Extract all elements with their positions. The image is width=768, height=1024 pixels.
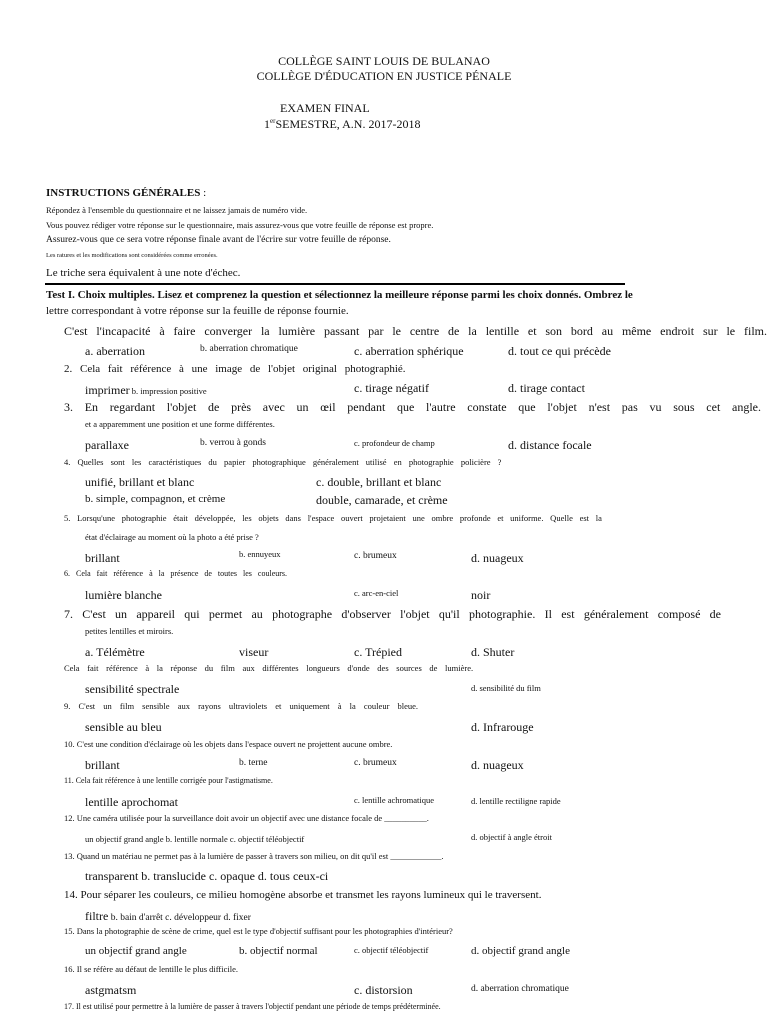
q7-option-c: c. Trépied — [354, 645, 402, 659]
q2-options-ab — [85, 382, 207, 398]
instruction-line-2: Vous pouvez rédiger votre réponse sur le questionnaire, mais assurez-vous que votre feuille de réponse est propre. — [46, 220, 434, 230]
question-16: 16. Il se réfère au défaut de lentille le plus difficile. — [64, 964, 239, 974]
test-heading: Test I. Choix multiples. Lisez et comprenez la question et sélectionnez la meilleure réponse parmi les choix donnés. Ombrez le — [46, 289, 633, 301]
q5-option-a: brillant — [85, 551, 120, 565]
question-11: 11. Cela fait référence à une lentille corrigée pour l'astigmatisme. — [64, 776, 273, 785]
question-9: 9. C'est un film sensible aux rayons ultraviolets et uniquement à la couleur bleue. — [64, 701, 419, 711]
question-13: 13. Quand un matériau ne permet pas à la lumière de passer à travers son milieu, on dit qu'il est ____________. — [64, 851, 444, 861]
q4-option-a: unifié, brillant et blanc — [85, 475, 195, 489]
q9-option-a: sensible au bleu — [85, 720, 162, 734]
q3-option-b: b. verrou à gonds — [200, 438, 266, 448]
question-14: 14. Pour séparer les couleurs, ce milieu homogène absorbe et transmet les rayons lumineux qui le traversent. — [64, 889, 542, 901]
q6-option-a: lumière blanche — [85, 588, 162, 602]
q15-option-d: d. objectif grand angle — [471, 945, 570, 957]
semester-line — [264, 118, 420, 130]
college-name: COLLÈGE D'ÉDUCATION EN JUSTICE PÉNALE — [256, 69, 512, 83]
q4-option-c: c. double, brillant et blanc — [316, 475, 442, 489]
semester-number: 1 — [264, 117, 270, 131]
semester-text: SEMESTRE, A.N. 2017-2018 — [275, 117, 421, 131]
q5-option-d: d. nuageux — [471, 551, 524, 565]
question-8: Cela fait référence à la réponse du film aux différentes longueurs d'onde des sources de lumière. — [64, 663, 474, 673]
q4-option-d: double, camarade, et crème — [316, 493, 448, 507]
q12-options-abc: un objectif grand angle b. lentille normale c. objectif téléobjectif — [85, 834, 305, 844]
question-1: C'est l'incapacité à faire converger la lumière passant par le centre de la lentille et son bord au même endroit sur le film. — [64, 324, 767, 338]
q6-option-d: noir — [471, 588, 491, 602]
question-2: 2. Cela fait référence à une image de l'objet original photographié. — [64, 363, 406, 375]
instruction-line-5: Le triche sera équivalent à une note d'échec. — [46, 267, 241, 279]
question-15: 15. Dans la photographie de scène de crime, quel est le type d'objectif suffisant pour les photographies d'intérieur? — [64, 926, 453, 936]
q10-option-c: c. brumeux — [354, 758, 397, 768]
test-heading-continued: lettre correspondant à votre réponse sur la feuille de réponse fournie. — [46, 305, 349, 317]
question-3-continued: et a apparemment une position et une forme différentes. — [85, 419, 275, 429]
q1-option-a: a. aberration — [85, 344, 145, 358]
question-5: 5. Lorsqu'une photographie était développée, les objets dans l'espace ouvert projetaient une ombre profonde et uniforme. Quelle est la — [64, 513, 602, 523]
q2-option-b: b. impression positive — [129, 386, 207, 396]
q16-option-c: c. distorsion — [354, 983, 413, 997]
q10-option-a: brillant — [85, 758, 120, 772]
q14-option-a: filtre — [85, 909, 109, 923]
school-name: COLLÈGE SAINT LOUIS DE BULANAO — [278, 54, 490, 68]
q16-option-a: astgmatsm — [85, 983, 137, 997]
q16-option-d: d. aberration chromatique — [471, 984, 569, 994]
question-7-continued: petites lentilles et miroirs. — [85, 626, 174, 636]
q10-option-b: b. terne — [239, 758, 268, 768]
question-3: 3. En regardant l'objet de près avec un œil pendant que l'autre constate que l'objet n'est pas vu sous cet angle. — [64, 400, 761, 414]
exam-title: EXAMEN FINAL — [280, 101, 370, 115]
q9-option-d: d. Infrarouge — [471, 720, 534, 734]
q3-option-a: parallaxe — [85, 438, 129, 452]
semester-superscript: er — [270, 117, 276, 125]
q6-option-c: c. arc-en-ciel — [354, 588, 399, 598]
q7-option-b: viseur — [239, 645, 269, 659]
question-6: 6. Cela fait référence à la présence de toutes les couleurs. — [64, 569, 288, 578]
question-17: 17. Il est utilisé pour permettre à la lumière de passer à travers l'objectif pendant une période de temps prédéterminée. — [64, 1002, 441, 1011]
q1-option-c: c. aberration sphérique — [354, 344, 464, 358]
instructions-heading — [46, 188, 206, 199]
q15-option-b: b. objectif normal — [239, 945, 318, 957]
q8-option-d: d. sensibilité du film — [471, 683, 541, 693]
q5-option-c: c. brumeux — [354, 551, 397, 561]
q4-option-b: b. simple, compagnon, et crème — [85, 493, 226, 505]
q1-option-d: d. tout ce qui précède — [508, 344, 611, 358]
q15-option-a: un objectif grand angle — [85, 945, 187, 957]
q14-options-bcd: b. bain d'arrêt c. développeur d. fixer — [108, 913, 251, 923]
question-7: 7. C'est un appareil qui permet au photographe d'observer l'objet qu'il photographie. Il est généralement composé de — [64, 607, 721, 621]
question-10: 10. C'est une condition d'éclairage où les objets dans l'espace ouvert ne projettent aucune ombre. — [64, 739, 393, 749]
q7-option-d: d. Shuter — [471, 645, 515, 659]
q14-options — [85, 908, 251, 924]
q11-option-a: lentille aprochomat — [85, 795, 178, 809]
q12-option-d: d. objectif à angle étroit — [471, 832, 552, 842]
question-4: 4. Quelles sont les caractéristiques du papier photographique généralement utilisé en photographie policière ? — [64, 457, 502, 467]
q15-option-c: c. objectif téléobjectif — [354, 945, 429, 955]
instructions-heading-colon: : — [200, 187, 207, 199]
instruction-line-1: Répondez à l'ensemble du questionnaire et ne laissez jamais de numéro vide. — [46, 205, 308, 215]
q10-option-d: d. nuageux — [471, 758, 524, 772]
question-5-continued: état d'éclairage au moment où la photo a été prise ? — [85, 532, 259, 542]
q7-option-a: a. Télémètre — [85, 645, 145, 659]
instructions-heading-text: INSTRUCTIONS GÉNÉRALES — [46, 187, 201, 199]
q5-option-b: b. ennuyeux — [239, 549, 281, 559]
q2-option-a: imprimer — [85, 383, 130, 397]
q3-option-c: c. profondeur de champ — [354, 438, 435, 448]
instruction-line-3: Assurez-vous que ce sera votre réponse finale avant de l'écrire sur votre feuille de réponse. — [46, 235, 391, 245]
question-12: 12. Une caméra utilisée pour la surveillance doit avoir un objectif avec une distance focale de __________. — [64, 813, 429, 823]
q2-option-c: c. tirage négatif — [354, 381, 429, 395]
q11-option-c: c. lentille achromatique — [354, 795, 435, 805]
instruction-line-4: Les ratures et les modifications sont considérées comme erronées. — [46, 252, 218, 259]
q2-option-d: d. tirage contact — [508, 381, 585, 395]
q13-options: transparent b. translucide c. opaque d. tous ceux-ci — [85, 869, 329, 883]
q11-option-d: d. lentille rectiligne rapide — [471, 796, 561, 806]
q3-option-d: d. distance focale — [508, 438, 592, 452]
divider-rule — [45, 283, 625, 285]
q1-option-b: b. aberration chromatique — [200, 344, 298, 354]
q8-option-a: sensibilité spectrale — [85, 682, 180, 696]
